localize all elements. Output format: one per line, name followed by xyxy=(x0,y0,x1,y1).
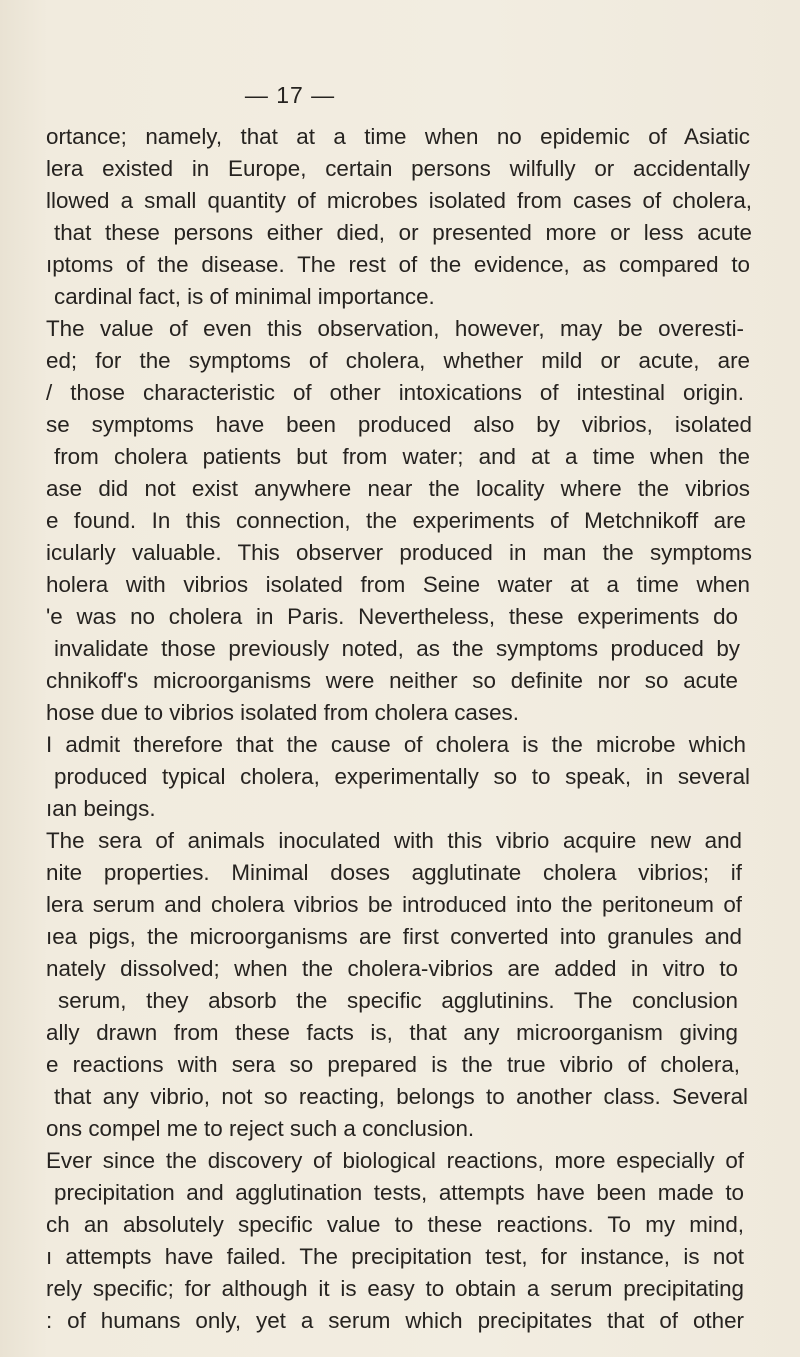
text-line: icularly valuable. This observer produced in man the symptoms xyxy=(46,540,752,565)
text-line: ch an absolutely specific value to these reactions. To my mind, xyxy=(46,1212,744,1237)
text-line: cardinal fact, is of minimal importance. xyxy=(54,284,435,309)
text-line: / those characteristic of other intoxications of intestinal origin. xyxy=(46,380,744,405)
text-line: e reactions with sera so prepared is the true vibrio of cholera, xyxy=(46,1052,740,1077)
text-line: produced typical cholera, experimentally so to speak, in several xyxy=(54,764,750,789)
text-line: se symptoms have been produced also by vibrios, isolated xyxy=(46,412,752,437)
text-line: ons compel me to reject such a conclusion. xyxy=(46,1116,475,1141)
text-line: ed; for the symptoms of cholera, whether mild or acute, are xyxy=(46,348,750,373)
text-line: precipitation and agglutination tests, attempts have been made to xyxy=(54,1180,744,1205)
text-line: llowed a small quantity of microbes isolated from cases of cholera, xyxy=(46,188,752,213)
text-line: ally drawn from these facts is, that any microorganism giving xyxy=(46,1020,738,1045)
body-text xyxy=(0,121,798,1337)
text-line: ortance; namely, that at a time when no epidemic of Asiatic xyxy=(46,124,750,149)
text-line: ıan beings. xyxy=(46,796,156,821)
text-line: ı attempts have failed. The precipitation test, for instance, is not xyxy=(46,1244,744,1269)
page-number: — 17 — xyxy=(244,82,336,108)
text-line: I admit therefore that the cause of cholera is the microbe which xyxy=(46,732,746,757)
text-line: rely specific; for although it is easy to obtain a serum precipitating xyxy=(46,1276,744,1301)
text-line: Ever since the discovery of biological reactions, more especially of xyxy=(46,1148,744,1173)
text-line: serum, they absorb the specific agglutinins. The conclusion xyxy=(58,988,738,1013)
text-line: chnikoff's microorganisms were neither so definite nor so acute xyxy=(46,668,738,693)
text-line: nately dissolved; when the cholera-vibrios are added in vitro to xyxy=(46,956,738,981)
text-line: e found. In this connection, the experiments of Metchnikoff are xyxy=(46,508,746,533)
text-line: invalidate those previously noted, as the symptoms produced by xyxy=(54,636,740,661)
text-line: that any vibrio, not so reacting, belongs to another class. Several xyxy=(54,1084,748,1109)
text-line: ıea pigs, the microorganisms are first converted into granules and xyxy=(46,924,742,949)
text-line: The value of even this observation, however, may be overesti- xyxy=(46,316,744,341)
text-line: holera with vibrios isolated from Seine water at a time when xyxy=(46,572,750,597)
text-line: nite properties. Minimal doses agglutinate cholera vibrios; if xyxy=(46,860,742,885)
text-line: lera serum and cholera vibrios be introduced into the peritoneum of xyxy=(46,892,742,917)
text-line: ase did not exist anywhere near the locality where the vibrios xyxy=(46,476,750,501)
text-line: The sera of animals inoculated with this vibrio acquire new and xyxy=(46,828,742,853)
text-line: hose due to vibrios isolated from cholera cases. xyxy=(46,700,519,725)
text-line: lera existed in Europe, certain persons wilfully or accidentally xyxy=(46,156,750,181)
text-line: ıptoms of the disease. The rest of the evidence, as compared to xyxy=(46,252,750,277)
text-line: from cholera patients but from water; and at a time when the xyxy=(54,444,750,469)
text-line: 'e was no cholera in Paris. Nevertheless, these experiments do xyxy=(46,604,738,629)
text-line: that these persons either died, or presented more or less acute xyxy=(54,220,752,245)
text-line: : of humans only, yet a serum which precipitates that of other xyxy=(46,1308,744,1333)
